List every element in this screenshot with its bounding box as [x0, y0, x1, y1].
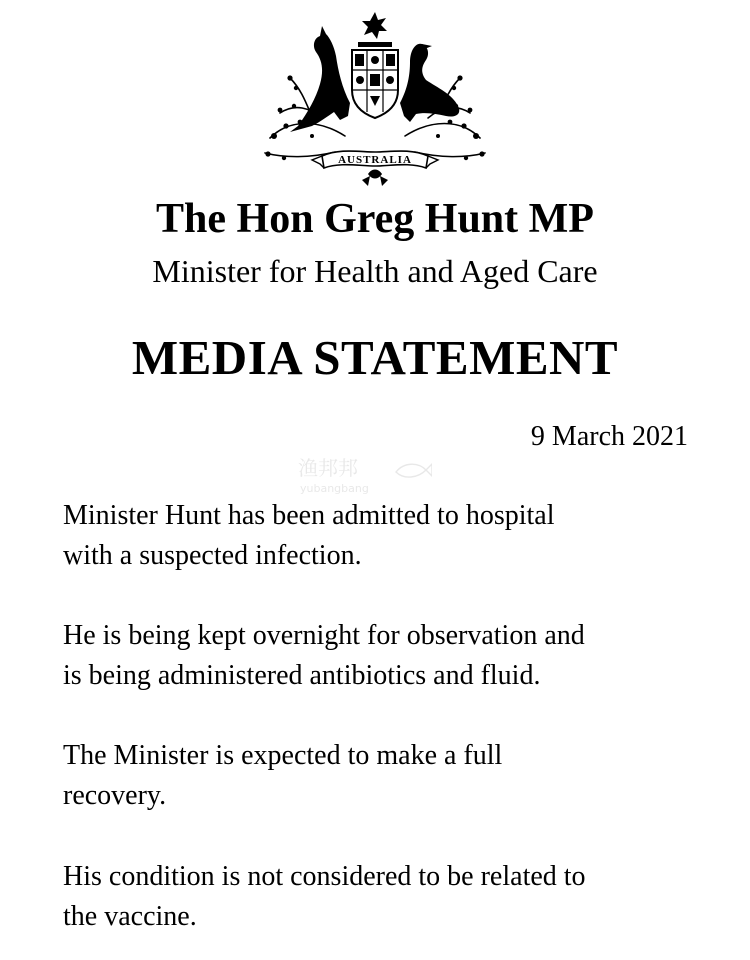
- fish-logo-icon: [392, 458, 432, 484]
- paragraph-line: is being administered antibiotics and fluid.: [63, 660, 541, 691]
- watermark-text-cn: 渔邦邦: [298, 456, 358, 480]
- coat-of-arms-logo: [250, 8, 500, 190]
- kangaroo-icon: [290, 26, 350, 132]
- paragraph-line: the vaccine.: [63, 901, 197, 932]
- statement-paragraph: [63, 736, 683, 816]
- statement-title: MEDIA STATEMENT: [131, 330, 619, 385]
- paragraph-line: Minister Hunt has been admitted to hospital: [63, 500, 555, 531]
- minister-portfolio: Minister for Health and Aged Care: [152, 253, 598, 289]
- watermark-text-en: yubangbang: [300, 482, 369, 495]
- shield-icon: [352, 50, 398, 118]
- emu-icon: [400, 44, 459, 122]
- crest-scroll-text: AUSTRALIA: [338, 154, 412, 166]
- statement-paragraph: [63, 857, 683, 937]
- minister-name: The Hon Greg Hunt MP: [156, 196, 594, 242]
- scroll-banner: [312, 151, 438, 168]
- commonwealth-star-icon: [362, 12, 387, 39]
- statement-paragraph: [63, 496, 683, 576]
- statement-paragraph: [63, 616, 683, 696]
- paragraph-line: His condition is not considered to be related to: [63, 861, 586, 892]
- paragraph-line: He is being kept overnight for observation and: [63, 620, 585, 651]
- statement-date: 9 March 2021: [530, 421, 688, 452]
- paragraph-line: with a suspected infection.: [63, 540, 362, 571]
- paragraph-line: recovery.: [63, 780, 167, 811]
- paragraph-line: The Minister is expected to make a full: [63, 740, 503, 771]
